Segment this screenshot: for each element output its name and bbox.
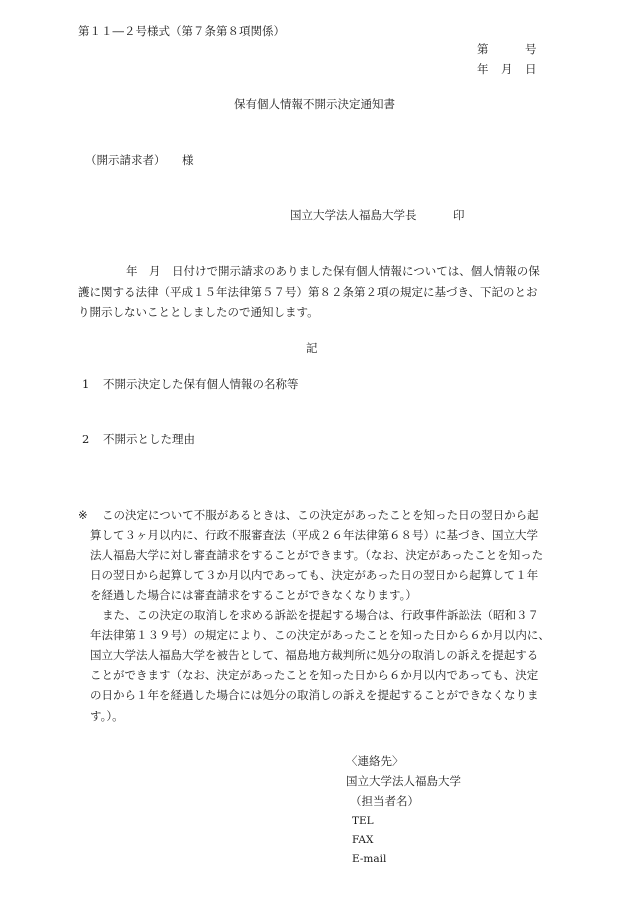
issuer-name: 国立大学法人福島大学長 xyxy=(290,208,417,222)
note-p2-line-1: また、この決定の取消しを求める訴訟を提起する場合は、行政事件訴訟法（昭和３７ xyxy=(102,608,539,622)
ki-heading: 記 xyxy=(306,341,318,355)
note-p1-line-2: 算して３ヶ月以内に、行政不服審査法（平成２６年法律第６８号）に基づき、国立大学 xyxy=(90,528,539,542)
item-2-number: 2 xyxy=(82,432,90,446)
date-day: 日 xyxy=(525,62,537,76)
date-month: 月 xyxy=(501,62,513,76)
note-p2-line-5: の日から１年を経過した場合には処分の取消しの訴えを提起することができなくなりま xyxy=(90,688,539,702)
note-p2-line-6: す。）。 xyxy=(90,709,124,723)
contact-org: 国立大学法人福島大学 xyxy=(346,774,461,788)
form-number: 第１１―２号様式（第７条第８項関係） xyxy=(78,24,285,38)
item-1-label: 不開示決定した保有個人情報の名称等 xyxy=(103,377,299,391)
contact-heading: 〈連絡先〉 xyxy=(346,754,404,768)
note-p1-line-5: を経過した場合には審査請求をすることができなくなります。） xyxy=(90,588,417,602)
note-p2-line-2: 年法律第１３９号）の規定により、この決定があったことを知った日から６か月以内に、 xyxy=(90,628,550,642)
note-p1-line-3: 法人福島大学に対し審査請求をすることができます。（なお、決定があったことを知った xyxy=(90,548,544,562)
contact-person: （担当者名） xyxy=(350,794,419,808)
doc-number-suffix: 号 xyxy=(525,42,537,56)
document-title: 保有個人情報不開示決定通知書 xyxy=(234,97,395,111)
addressee-honorific: 様 xyxy=(182,153,194,167)
note-mark: ※ xyxy=(78,508,88,522)
item-2-label: 不開示とした理由 xyxy=(103,432,195,446)
issuer-seal: 印 xyxy=(453,208,465,222)
body-line-3: り開示しないこととしましたので通知します。 xyxy=(78,305,319,319)
body-line-1: 年 月 日付けで開示請求のありました保有個人情報については、個人情報の保 xyxy=(126,264,540,278)
date-year: 年 xyxy=(477,62,489,76)
contact-fax: FAX xyxy=(352,834,374,846)
note-p2-line-3: 国立大学法人福島大学を被告として、福島地方裁判所に処分の取消しの訴えを提起する xyxy=(90,648,539,662)
doc-number-prefix: 第 xyxy=(477,42,489,56)
addressee-label: （開示請求者） xyxy=(85,153,166,167)
note-p2-line-4: ことができます（なお、決定があったことを知った日から６か月以内であっても、決定 xyxy=(90,668,539,682)
note-p1-line-4: 日の翌日から起算して３か月以内であっても、決定があった日の翌日から起算して１年 xyxy=(90,568,539,582)
contact-tel: TEL xyxy=(352,815,374,827)
item-1-number: 1 xyxy=(82,377,90,391)
contact-email: E-mail xyxy=(352,853,387,865)
body-line-2: 護に関する法律（平成１５年法律第５７号）第８２条第２項の規定に基づき、下記のとお xyxy=(78,285,538,299)
note-p1-line-1: この決定について不服があるときは、この決定があったことを知った日の翌日から起 xyxy=(102,508,539,522)
